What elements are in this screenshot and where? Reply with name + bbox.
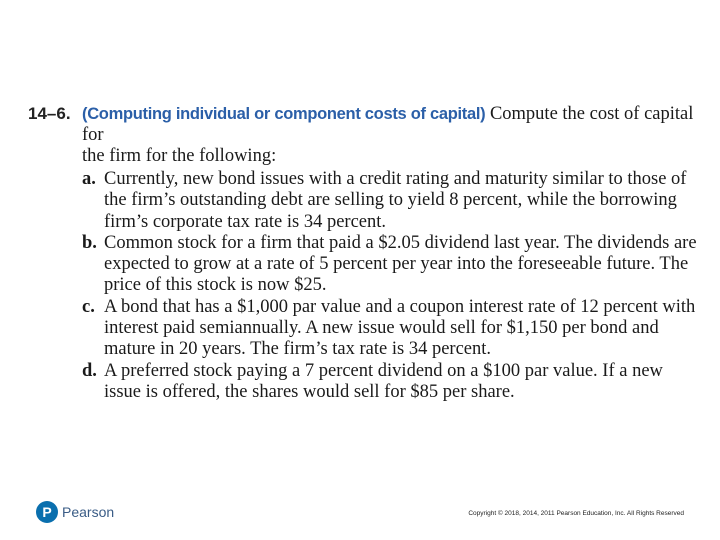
problem-intro	[82, 104, 700, 146]
problem-item-c	[82, 297, 700, 361]
item-letter: b.	[82, 232, 97, 253]
problem-items	[82, 169, 700, 403]
pearson-logo-text: Pearson	[62, 504, 115, 520]
pearson-logo	[36, 501, 114, 523]
problem-number: 14–6.	[28, 104, 71, 123]
problem-heading: (Computing individual or component costs of capital)	[82, 105, 486, 123]
item-text: A preferred stock paying a 7 percent dividend on a $100 par value. If a new issue is offered, the shares would sell for $85 per share.	[104, 360, 663, 402]
problem-item-d	[82, 361, 700, 404]
problem-item-a	[82, 169, 700, 233]
problem-block	[28, 104, 700, 403]
item-text: Common stock for a firm that paid a $2.05 dividend last year. The dividends are expected to grow at a rate of 5 percent per year into the foreseeable future. The price of this stock is now $25.	[104, 232, 697, 296]
problem-item-b	[82, 233, 700, 297]
item-letter: a.	[82, 169, 96, 189]
problem-intro-first: Compute the cost of capital for	[82, 104, 694, 145]
copyright-notice: Copyright © 2018, 2014, 2011 Pearson Education, Inc. All Rights Reserved	[468, 510, 684, 517]
problem-header	[28, 104, 700, 146]
problem-intro-rest: the firm for the following:	[82, 146, 277, 166]
item-letter: c.	[82, 296, 95, 317]
item-text: A bond that has a $1,000 par value and a coupon interest rate of 12 percent with interest paid semiannually. A new issue would sell for $1,150 per bond and mature in 20 years. The firm’s tax rate is 34 percent.	[104, 296, 696, 360]
item-letter: d.	[82, 360, 97, 381]
pearson-logo-icon: P	[36, 501, 58, 523]
item-text: Currently, new bond issues with a credit rating and maturity similar to those of the firm’s outstanding debt are selling to yield 8 percent, while the borrowing firm’s corporate tax rate is 34 percent.	[104, 169, 687, 232]
